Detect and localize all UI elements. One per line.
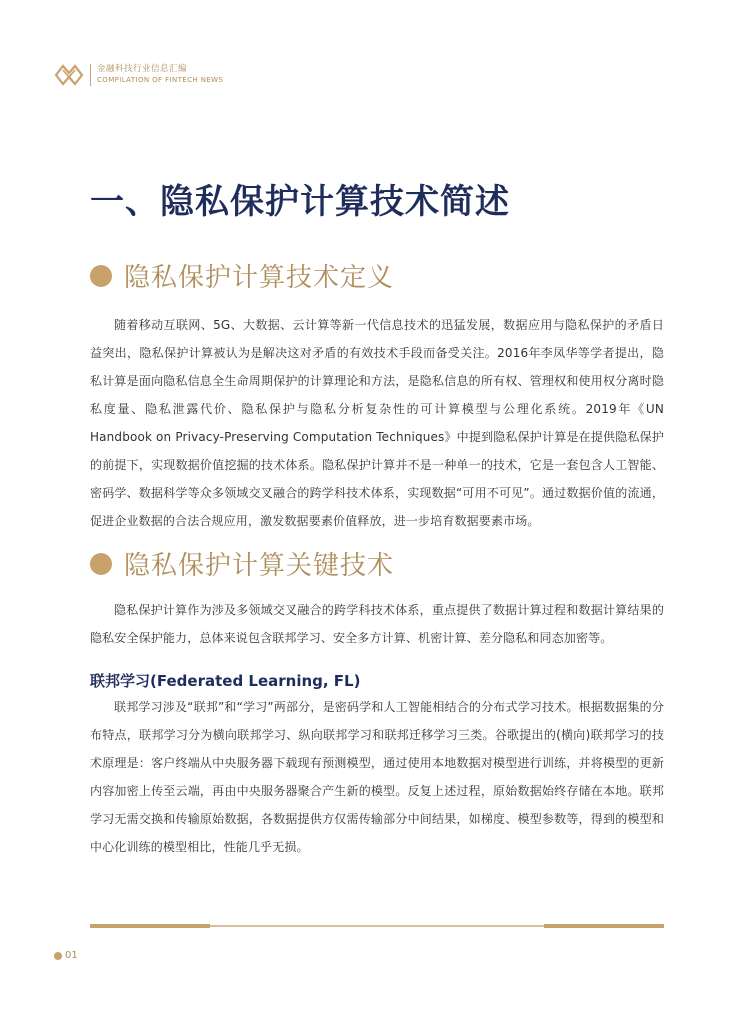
key-tech-paragraph: 隐私保护计算作为涉及多领域交叉融合的跨学科技术体系，重点提供了数据计算过程和数据计算结果的隐私安全保护能力，总体来说包含联邦学习、安全多方计算、机密计算、差分隐私和同态加密等。 <box>90 603 664 645</box>
section-heading-key-tech <box>90 545 394 582</box>
section-title: 隐私保护计算技术定义 <box>124 263 395 293</box>
page-title: 一、隐私保护计算技术简述 <box>90 182 510 222</box>
brand-name-cn: 金融科技行业信息汇编 <box>97 64 188 74</box>
page-number <box>54 950 78 961</box>
subsection-title: 联邦学习(Federated Learning, FL) <box>90 672 361 690</box>
section-heading-definition <box>90 257 394 294</box>
header <box>54 62 223 88</box>
page-number-text: 01 <box>65 950 78 961</box>
brand-text <box>90 64 223 86</box>
federated-learning-paragraph: 联邦学习涉及“联邦”和“学习”两部分，是密码学和人工智能相结合的分布式学习技术。根据数据集的分布特点，联邦学习分为横向联邦学习、纵向联邦学习和联邦迁移学习三类。谷歌提出的(横向)联邦学习的技术原理是：客户终端从中央服务器下载现有预测模型，通过使用本地数据对模型进行训练，并将模型的更新内容加密上传至云端，再由中央服务器聚合产生新的模型。反复上述过程，原始数据始终存储在本地。联邦学习无需交换和传输原始数据，各数据提供方仅需传输部分中间结果，如梯度、模型参数等，得到的模型和中心化训练的模型相比，性能几乎无损。 <box>90 700 664 854</box>
brand-logo-icon <box>54 62 84 88</box>
bullet-dot-icon <box>90 553 112 575</box>
footer-divider <box>90 925 664 927</box>
section-title: 隐私保护计算关键技术 <box>124 551 395 581</box>
page-dot-icon <box>54 952 62 960</box>
bullet-dot-icon <box>90 265 112 287</box>
definition-paragraph: 随着移动互联网、5G、大数据、云计算等新一代信息技术的迅猛发展，数据应用与隐私保护的矛盾日益突出，隐私保护计算被认为是解决这对矛盾的有效技术手段而备受关注。2016年李凤华等学者提出，隐私计算是面向隐私信息全生命周期保护的计算理论和方法，是隐私信息的所有权、管理权和使用权分离时隐私度量、隐私泄露代价、隐私保护与隐私分析复杂性的可计算模型与公理化系统。2019年《UN Handbook on Privacy-Preserving Computation Techniques》中提到隐私保护计算是在提供隐私保护的前提下，实现数据价值挖掘的技术体系。隐私保护计算并不是一种单一的技术，它是一套包含人工智能、密码学、数据科学等众多领域交叉融合的跨学科技术体系，实现数据“可用不可见”。通过数据价值的流通，促进企业数据的合法合规应用，激发数据要素价值释放，进一步培育数据要素市场。 <box>90 318 664 528</box>
brand-name-en: COMPILATION OF FINTECH NEWS <box>97 76 224 84</box>
